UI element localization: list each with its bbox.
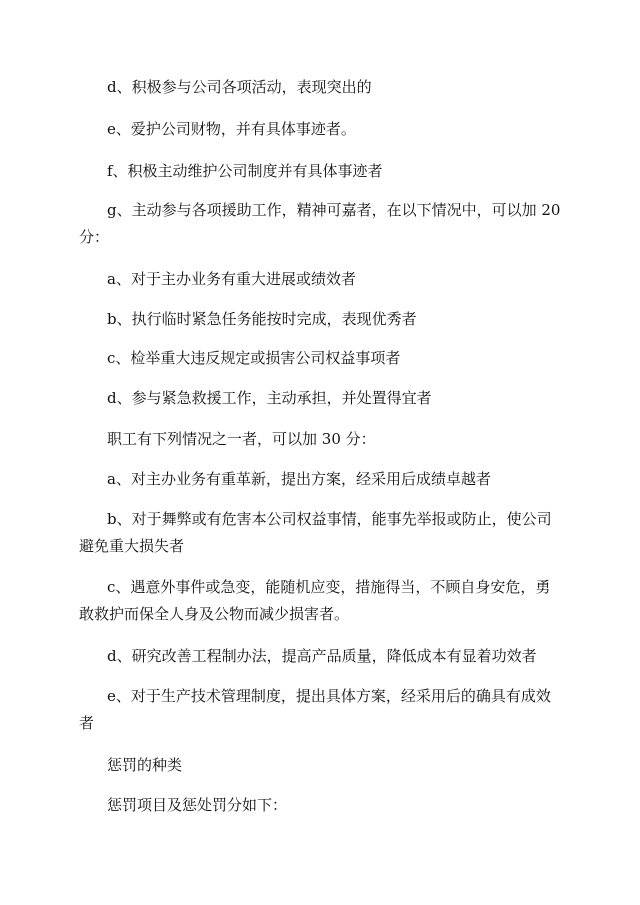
paragraph-line: 职工有下列情况之一者，可以加 30 分： bbox=[107, 430, 376, 448]
paragraph-line: e、爱护公司财物，并有具体事迹者。 bbox=[107, 120, 356, 138]
paragraph-line: b、对于舞弊或有危害本公司权益事情，能事先举报或防止，使公司 bbox=[107, 510, 552, 528]
paragraph-line: f、积极主动维护公司制度并有具体事迹者 bbox=[107, 162, 383, 180]
paragraph-line: 分： bbox=[79, 228, 110, 246]
paragraph-line: 敢救护而保全人身及公物而减少损害者。 bbox=[79, 605, 350, 623]
paragraph-line: d、参与紧急救援工作，主动承担，并处置得宜者 bbox=[107, 389, 432, 407]
paragraph-line: 避免重大损失者 bbox=[79, 537, 185, 555]
paragraph-line: b、执行临时紧急任务能按时完成，表现优秀者 bbox=[107, 310, 417, 328]
paragraph-line: c、检举重大违反规定或损害公司权益事项者 bbox=[107, 349, 401, 367]
paragraph-line: g、主动参与各项援助工作，精神可嘉者，在以下情况中，可以加 20 bbox=[107, 201, 561, 219]
paragraph-line: 惩罚的种类 bbox=[107, 756, 183, 774]
paragraph-line: 惩罚项目及惩处罚分如下： bbox=[107, 796, 288, 814]
paragraph-line: a、对主办业务有重革新，提出方案，经采用后成绩卓越者 bbox=[107, 470, 491, 488]
paragraph-line: d、积极参与公司各项活动，表现突出的 bbox=[107, 78, 372, 96]
paragraph-line: 者 bbox=[79, 714, 95, 732]
paragraph-line: c、遇意外事件或急变，能随机应变，措施得当，不顾自身安危，勇 bbox=[107, 578, 551, 596]
paragraph-line: a、对于主办业务有重大进展或绩效者 bbox=[107, 270, 356, 288]
paragraph-line: d、研究改善工程制办法，提高产品质量，降低成本有显着功效者 bbox=[107, 647, 537, 665]
paragraph-line: e、对于生产技术管理制度，提出具体方案，经采用后的确具有成效 bbox=[107, 687, 551, 705]
